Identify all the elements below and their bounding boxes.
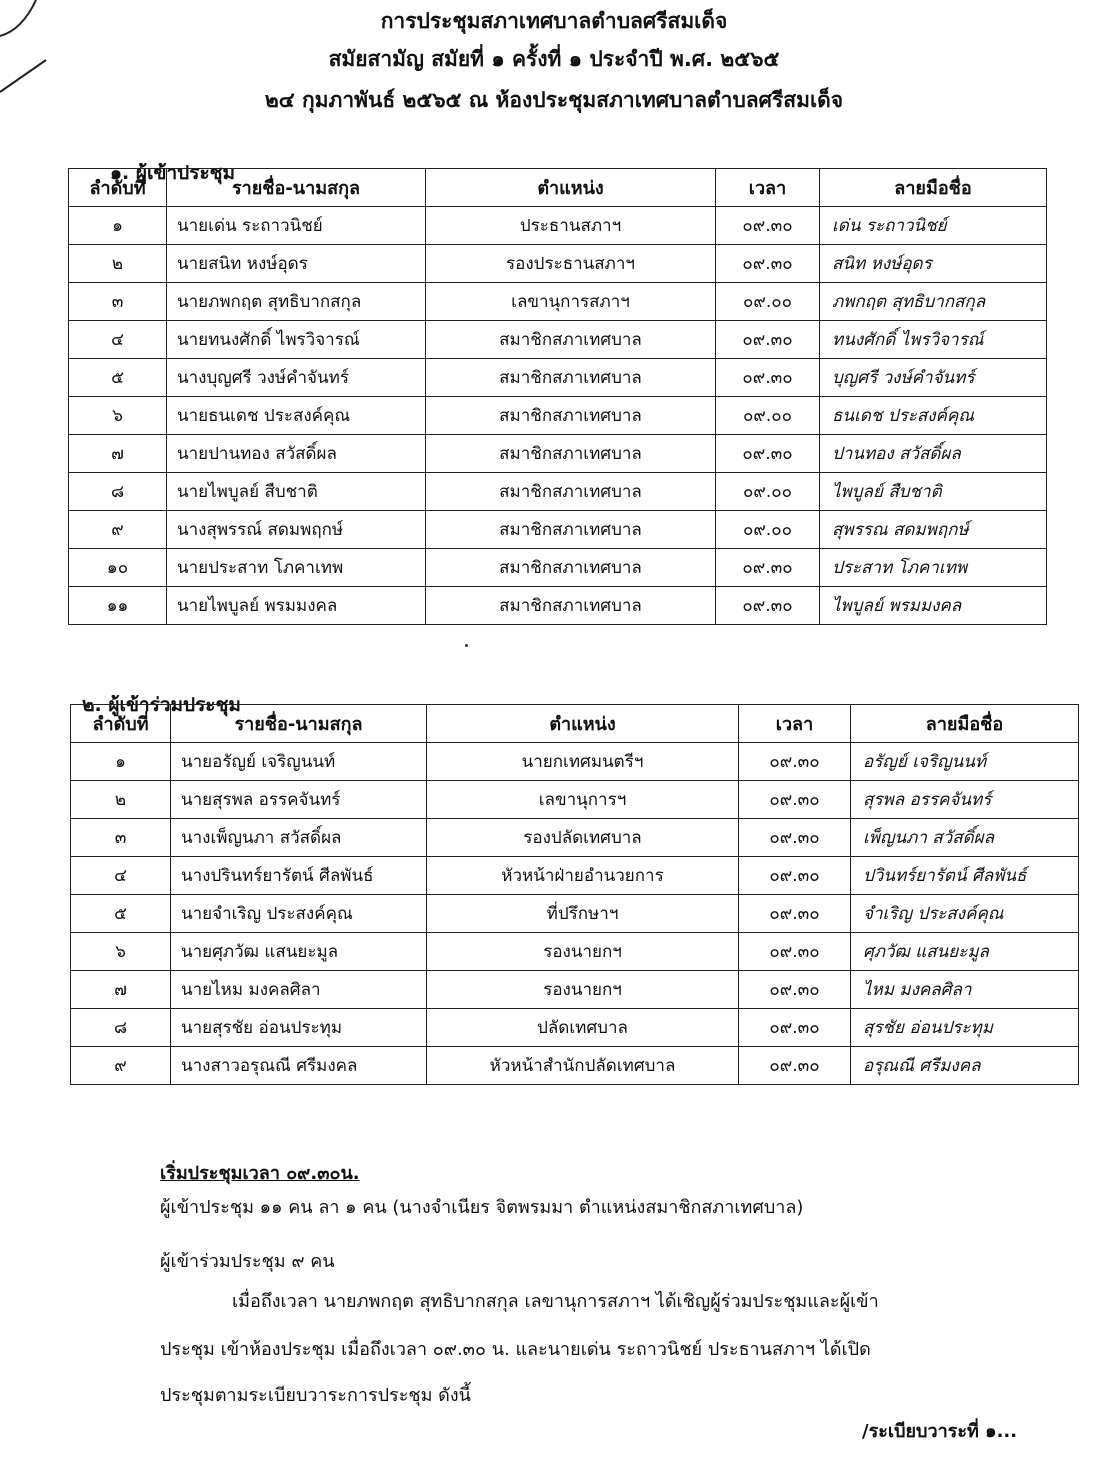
row-number: ๑๑ <box>69 587 167 625</box>
table-row <box>69 435 1047 473</box>
row-signature: ศุภวัฒ แสนยะมูล <box>851 933 1079 971</box>
row-position: สมาชิกสภาเทศบาล <box>426 549 716 587</box>
row-signature: เด่น ระถาวนิชย์ <box>820 207 1047 245</box>
row-number: ๑ <box>71 743 171 781</box>
col-header-time: เวลา <box>716 169 820 207</box>
stray-dot <box>465 644 468 647</box>
row-number: ๕ <box>71 895 171 933</box>
row-position: สมาชิกสภาเทศบาล <box>426 435 716 473</box>
paragraph-line-3: ประชุมตามระเบียบวาระการประชุม ดังนี้ <box>160 1385 471 1406</box>
table-row <box>71 819 1079 857</box>
row-signature: ไพบูลย์ พรมมงคล <box>820 587 1047 625</box>
row-number: ๘ <box>71 1009 171 1047</box>
table-row <box>71 933 1079 971</box>
row-position: สมาชิกสภาเทศบาล <box>426 397 716 435</box>
col-header-name: รายชื่อ-นามสกุล <box>167 169 426 207</box>
row-time: ๐๙.๓๐ <box>739 781 851 819</box>
table-row <box>71 857 1079 895</box>
col-header-time: เวลา <box>739 705 851 743</box>
row-position: นายกเทศมนตรีฯ <box>427 743 739 781</box>
row-signature: สุรชัย อ่อนประทุม <box>851 1009 1079 1047</box>
table-row <box>71 743 1079 781</box>
row-time: ๐๙.๓๐ <box>739 1047 851 1085</box>
row-name: นายอรัญย์ เจริญนนท์ <box>171 743 427 781</box>
row-name: นายธนเดช ประสงค์คุณ <box>167 397 426 435</box>
row-position: รองปลัดเทศบาล <box>427 819 739 857</box>
row-position: ประธานสภาฯ <box>426 207 716 245</box>
row-position: สมาชิกสภาเทศบาล <box>426 511 716 549</box>
row-position: เลขานุการสภาฯ <box>426 283 716 321</box>
row-time: ๐๙.๓๐ <box>739 933 851 971</box>
row-signature: ปวินทร์ยารัตน์ ศีลพันธ์ <box>851 857 1079 895</box>
row-name: นายจำเริญ ประสงค์คุณ <box>171 895 427 933</box>
row-time: ๐๙.๓๐ <box>739 895 851 933</box>
row-name: นางสาวอรุณณี ศรีมงคล <box>171 1047 427 1085</box>
row-position: ปลัดเทศบาล <box>427 1009 739 1047</box>
row-time: ๐๙.๐๐ <box>716 511 820 549</box>
row-signature: ทนงศักดิ์ ไพรวิจารณ์ <box>820 321 1047 359</box>
row-time: ๐๙.๓๐ <box>739 819 851 857</box>
table-row <box>71 895 1079 933</box>
row-position: สมาชิกสภาเทศบาล <box>426 321 716 359</box>
row-time: ๐๙.๓๐ <box>716 587 820 625</box>
table-row <box>69 511 1047 549</box>
row-name: นางเพ็ญนภา สวัสดิ์ผล <box>171 819 427 857</box>
row-name: นายสุรพล อรรคจันทร์ <box>171 781 427 819</box>
next-page-note: /ระเบียบวาระที่ ๑... <box>862 1421 1018 1442</box>
table-header-row <box>71 705 1079 743</box>
row-number: ๖ <box>69 397 167 435</box>
row-position: เลขานุการฯ <box>427 781 739 819</box>
row-position: สมาชิกสภาเทศบาล <box>426 359 716 397</box>
row-signature: อรุณณี ศรีมงคล <box>851 1047 1079 1085</box>
row-number: ๗ <box>69 435 167 473</box>
row-signature: ธนเดช ประสงค์คุณ <box>820 397 1047 435</box>
row-signature: ปานทอง สวัสดิ์ผล <box>820 435 1047 473</box>
table-row <box>71 971 1079 1009</box>
section-1-label: ๑. ผู้เข้าประชุม <box>110 162 236 184</box>
row-time: ๐๙.๓๐ <box>716 207 820 245</box>
row-number: ๔ <box>71 857 171 895</box>
header-line-2: สมัยสามัญ สมัยที่ ๑ ครั้งที่ ๑ ประจำปี พ.ศ. ๒๕๖๕ <box>328 47 780 71</box>
table-row <box>71 781 1079 819</box>
row-name: นายไพบูลย์ สืบชาติ <box>167 473 426 511</box>
row-position: ที่ปรึกษาฯ <box>427 895 739 933</box>
row-signature: อรัญย์ เจริญนนท์ <box>851 743 1079 781</box>
row-name: นางปรินทร์ยารัตน์ ศีลพันธ์ <box>171 857 427 895</box>
row-signature: สุรพล อรรคจันทร์ <box>851 781 1079 819</box>
row-name: นายศุภวัฒ แสนยะมูล <box>171 933 427 971</box>
row-signature: สุพรรณ สดมพฤกษ์ <box>820 511 1047 549</box>
row-position: รองนายกฯ <box>427 933 739 971</box>
col-header-signature: ลายมือชื่อ <box>820 169 1047 207</box>
row-signature: สนิท หงษ์อุดร <box>820 245 1047 283</box>
col-header-position: ตำแหน่ง <box>426 169 716 207</box>
row-number: ๕ <box>69 359 167 397</box>
row-time: ๐๙.๓๐ <box>739 1009 851 1047</box>
row-name: นายไหม มงคลศิลา <box>171 971 427 1009</box>
row-position: รองนายกฯ <box>427 971 739 1009</box>
row-number: ๔ <box>69 321 167 359</box>
row-time: ๐๙.๓๐ <box>739 971 851 1009</box>
col-header-name: รายชื่อ-นามสกุล <box>171 705 427 743</box>
row-time: ๐๙.๓๐ <box>716 549 820 587</box>
row-time: ๐๙.๓๐ <box>716 359 820 397</box>
row-time: ๐๙.๓๐ <box>739 743 851 781</box>
row-time: ๐๙.๓๐ <box>739 857 851 895</box>
paragraph-line-1: เมื่อถึงเวลา นายภพกฤต สุทธิบากสกุล เลขานุการสภาฯ ได้เชิญผู้ร่วมประชุมและผู้เข้า <box>232 1291 879 1312</box>
table-row <box>69 321 1047 359</box>
row-position: สมาชิกสภาเทศบาล <box>426 473 716 511</box>
row-name: นายสุรชัย อ่อนประทุม <box>171 1009 427 1047</box>
paragraph-line-2: ประชุม เข้าห้องประชุม เมื่อถึงเวลา ๐๙.๓๐ น. และนายเด่น ระถาวนิชย์ ประธานสภาฯ ได้เปิด <box>160 1339 871 1360</box>
row-position: รองประธานสภาฯ <box>426 245 716 283</box>
attendance-summary: ผู้เข้าประชุม ๑๑ คน ลา ๑ คน (นางจำเนียร จิตพรมมา ตำแหน่งสมาชิกสภาเทศบาล) <box>160 1197 804 1218</box>
row-number: ๓ <box>69 283 167 321</box>
row-number: ๖ <box>71 933 171 971</box>
table-row <box>69 587 1047 625</box>
row-name: นายทนงศักดิ์ ไพรวิจารณ์ <box>167 321 426 359</box>
row-number: ๓ <box>71 819 171 857</box>
table-header-row <box>69 169 1047 207</box>
col-header-position: ตำแหน่ง <box>427 705 739 743</box>
table-row <box>71 1047 1079 1085</box>
row-signature: จำเริญ ประสงค์คุณ <box>851 895 1079 933</box>
table-row <box>69 549 1047 587</box>
table-row <box>69 207 1047 245</box>
row-position: สมาชิกสภาเทศบาล <box>426 587 716 625</box>
row-signature: ประสาท โภคาเทพ <box>820 549 1047 587</box>
table-row <box>69 359 1047 397</box>
row-time: ๐๙.๓๐ <box>716 245 820 283</box>
table-row <box>69 245 1047 283</box>
row-name: นางสุพรรณ์ สดมพฤกษ์ <box>167 511 426 549</box>
row-time: ๐๙.๐๐ <box>716 397 820 435</box>
row-number: ๑๐ <box>69 549 167 587</box>
row-name: นางบุญศรี วงษ์คำจันทร์ <box>167 359 426 397</box>
row-signature: บุญศรี วงษ์คำจันทร์ <box>820 359 1047 397</box>
row-number: ๘ <box>69 473 167 511</box>
row-time: ๐๙.๓๐ <box>716 321 820 359</box>
section-2-label: ๒. ผู้เข้าร่วมประชุม <box>82 694 241 716</box>
table-row <box>69 283 1047 321</box>
row-signature: ไพบูลย์ สืบชาติ <box>820 473 1047 511</box>
row-time: ๐๙.๐๐ <box>716 473 820 511</box>
header-line-1: การประชุมสภาเทศบาลตำบลศรีสมเด็จ <box>380 9 728 33</box>
row-number: ๒ <box>69 245 167 283</box>
row-name: นายสนิท หงษ์อุดร <box>167 245 426 283</box>
participants-summary: ผู้เข้าร่วมประชุม ๙ คน <box>160 1251 335 1272</box>
row-number: ๙ <box>69 511 167 549</box>
row-name: นายประสาท โภคาเทพ <box>167 549 426 587</box>
meeting-start-heading: เริ่มประชุมเวลา ๐๙.๓๐น. <box>160 1163 360 1184</box>
header-line-3: ๒๔ กุมภาพันธ์ ๒๕๖๕ ณ ห้องประชุมสภาเทศบาลตำบลศรีสมเด็จ <box>264 88 844 112</box>
attendees-table <box>68 168 1047 625</box>
row-signature: เพ็ญนภา สวัสดิ์ผล <box>851 819 1079 857</box>
col-header-no: ลำดับที่ <box>69 169 167 207</box>
row-name: นายเด่น ระถาวนิชย์ <box>167 207 426 245</box>
row-signature: ไหม มงคลศิลา <box>851 971 1079 1009</box>
row-number: ๑ <box>69 207 167 245</box>
row-time: ๐๙.๐๐ <box>716 283 820 321</box>
table-row <box>69 397 1047 435</box>
row-name: นายภพกฤต สุทธิบากสกุล <box>167 283 426 321</box>
row-name: นายไพบูลย์ พรมมงคล <box>167 587 426 625</box>
row-signature: ภพกฤต สุทธิบากสกุล <box>820 283 1047 321</box>
row-time: ๐๙.๓๐ <box>716 435 820 473</box>
participants-table <box>70 704 1079 1085</box>
row-number: ๙ <box>71 1047 171 1085</box>
row-position: หัวหน้าสำนักปลัดเทศบาล <box>427 1047 739 1085</box>
row-name: นายปานทอง สวัสดิ์ผล <box>167 435 426 473</box>
col-header-signature: ลายมือชื่อ <box>851 705 1079 743</box>
table-row <box>69 473 1047 511</box>
table-row <box>71 1009 1079 1047</box>
row-position: หัวหน้าฝ่ายอำนวยการ <box>427 857 739 895</box>
row-number: ๒ <box>71 781 171 819</box>
col-header-no: ลำดับที่ <box>71 705 171 743</box>
row-number: ๗ <box>71 971 171 1009</box>
